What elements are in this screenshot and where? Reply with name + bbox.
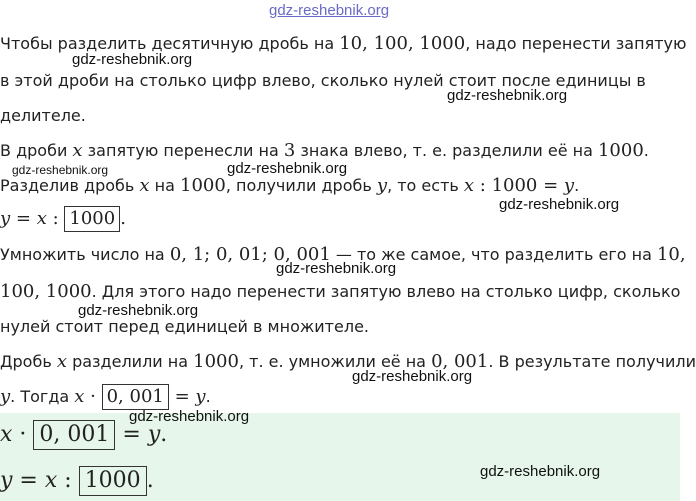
watermark: gdz-reshebnik.org: [447, 87, 568, 104]
paragraph-3: Разделив дробь x на 1000, получили дробь y, то есть x : 1000 = y.: [0, 175, 580, 196]
paragraph-6-line-1: Дробь x разделили на 1000, т. е. умножили её на 0, 001. В результате получили: [0, 351, 696, 372]
watermark: gdz-reshebnik.org: [72, 51, 193, 68]
answer-boxed-value: 1000: [79, 466, 147, 496]
answer-equation-2: y = x : 1000 .: [0, 466, 154, 496]
paragraph-2: В дроби x запятую перенесли на 3 знака влево, т. е. разделили её на 1000.: [0, 140, 649, 161]
watermark-top: gdz-reshebnik.org: [269, 2, 390, 19]
watermark: gdz-reshebnik.org: [129, 408, 250, 425]
paragraph-1-line-3: делителе.: [0, 106, 86, 125]
boxed-value: 0, 001: [102, 384, 169, 410]
paragraph-1-line-1: Чтобы разделить десятичную дробь на 10, 100, 1000, надо перенести запятую: [0, 33, 687, 54]
watermark: gdz-reshebnik.org: [276, 260, 397, 277]
paragraph-1-line-2: в этой дроби на столько цифр влево, сколько нулей стоит после единицы в: [0, 71, 646, 90]
watermark: gdz-reshebnik.org: [78, 302, 199, 319]
watermark: gdz-reshebnik.org: [227, 160, 348, 177]
watermark: gdz-reshebnik.org: [499, 196, 620, 213]
watermark-small: gdz-reshebnik.org: [12, 163, 109, 177]
formula-y-equals-x-div-1000: y = x : 1000 .: [0, 206, 126, 232]
answer-equation-1: x · 0, 001 = y.: [0, 420, 167, 450]
boxed-value: 1000: [64, 206, 120, 232]
paragraph-6-line-2: y. Тогда x · 0, 001 = y.: [0, 384, 211, 410]
paragraph-5-line-1: Умножить число на 0, 1; 0, 01; 0, 001 — то же самое, что разделить его на 10,: [0, 244, 686, 265]
watermark: gdz-reshebnik.org: [352, 368, 473, 385]
answer-boxed-value: 0, 001: [33, 420, 115, 450]
watermark: gdz-reshebnik.org: [480, 463, 601, 480]
paragraph-5-line-3: нулей стоит перед единицей в множителе.: [0, 317, 369, 336]
paragraph-5-line-2: 100, 1000. Для этого надо перенести запятую влево на столько цифр, сколько: [0, 281, 681, 302]
